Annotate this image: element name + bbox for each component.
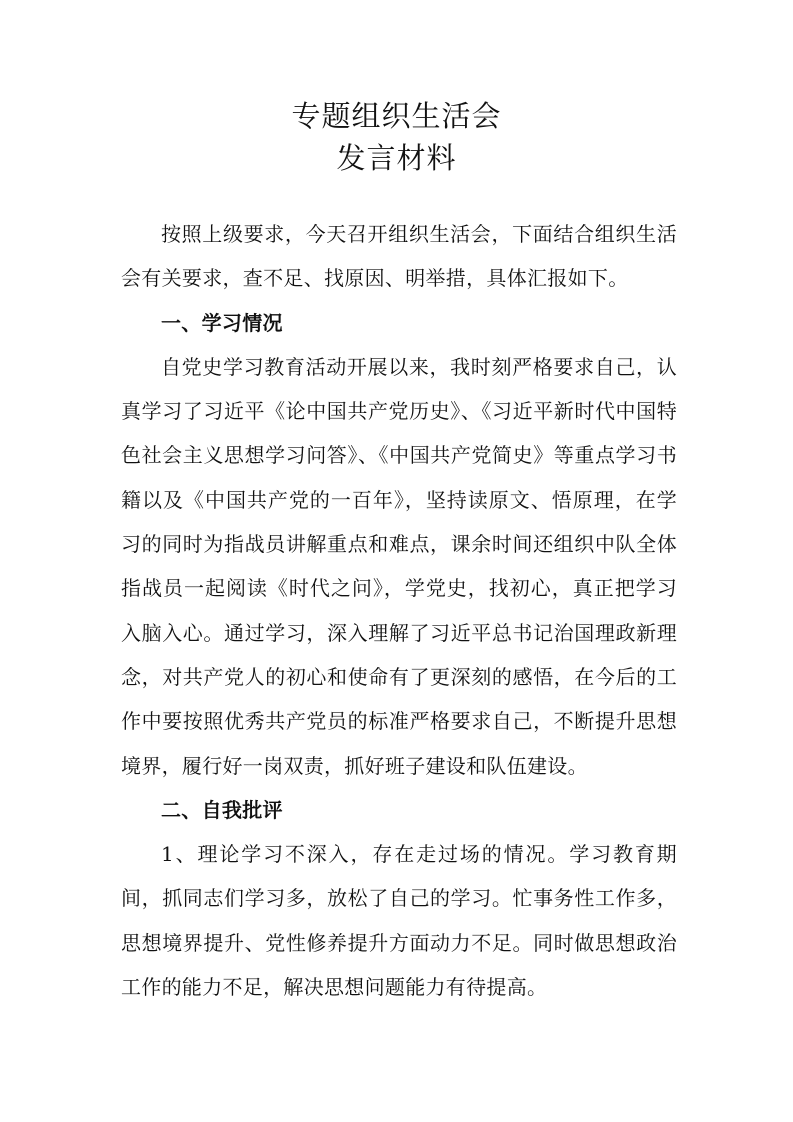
self-criticism-paragraph: 1、理论学习不深入，存在走过场的情况。学习教育期间，抓同志们学习多，放松了自己的学习。忙事务性工作多，思想境界提升、党性修养提升方面动力不足。同时做思想政治工作的能力不足，解决思想问题能力有待提高。 [121, 842, 677, 1000]
section-heading-study: 一、学习情况 [161, 310, 283, 335]
section-heading-self-criticism: 二、自我批评 [161, 797, 283, 822]
document-body [121, 212, 677, 1009]
study-paragraph: 自党史学习教育活动开展以来，我时刻严格要求自己，认真学习了习近平《论中国共产党历史》、《习近平新时代中国特色社会主义思想学习问答》、《中国共产党简史》等重点学习书籍以及《中国共产党的一百年》，坚持读原文、悟原理，在学习的同时为指战员讲解重点和难点，课余时间还组织中队全体指战员一起阅读《时代之问》，学党史，找初心，真正把学习入脑入心。通过学习，深入理解了习近平总书记治国理政新理念，对共产党人的初心和使命有了更深刻的感悟，在今后的工作中要按照优秀共产党员的标准严格要求自己，不断提升思想境界，履行好一岗双责，抓好班子建设和队伍建设。 [121, 354, 677, 778]
document-title: 专题组织生活会 [291, 99, 502, 133]
intro-paragraph: 按照上级要求，今天召开组织生活会，下面结合组织生活会有关要求，查不足、找原因、明举措，具体汇报如下。 [121, 222, 677, 291]
document-subtitle: 发言材料 [336, 141, 457, 175]
